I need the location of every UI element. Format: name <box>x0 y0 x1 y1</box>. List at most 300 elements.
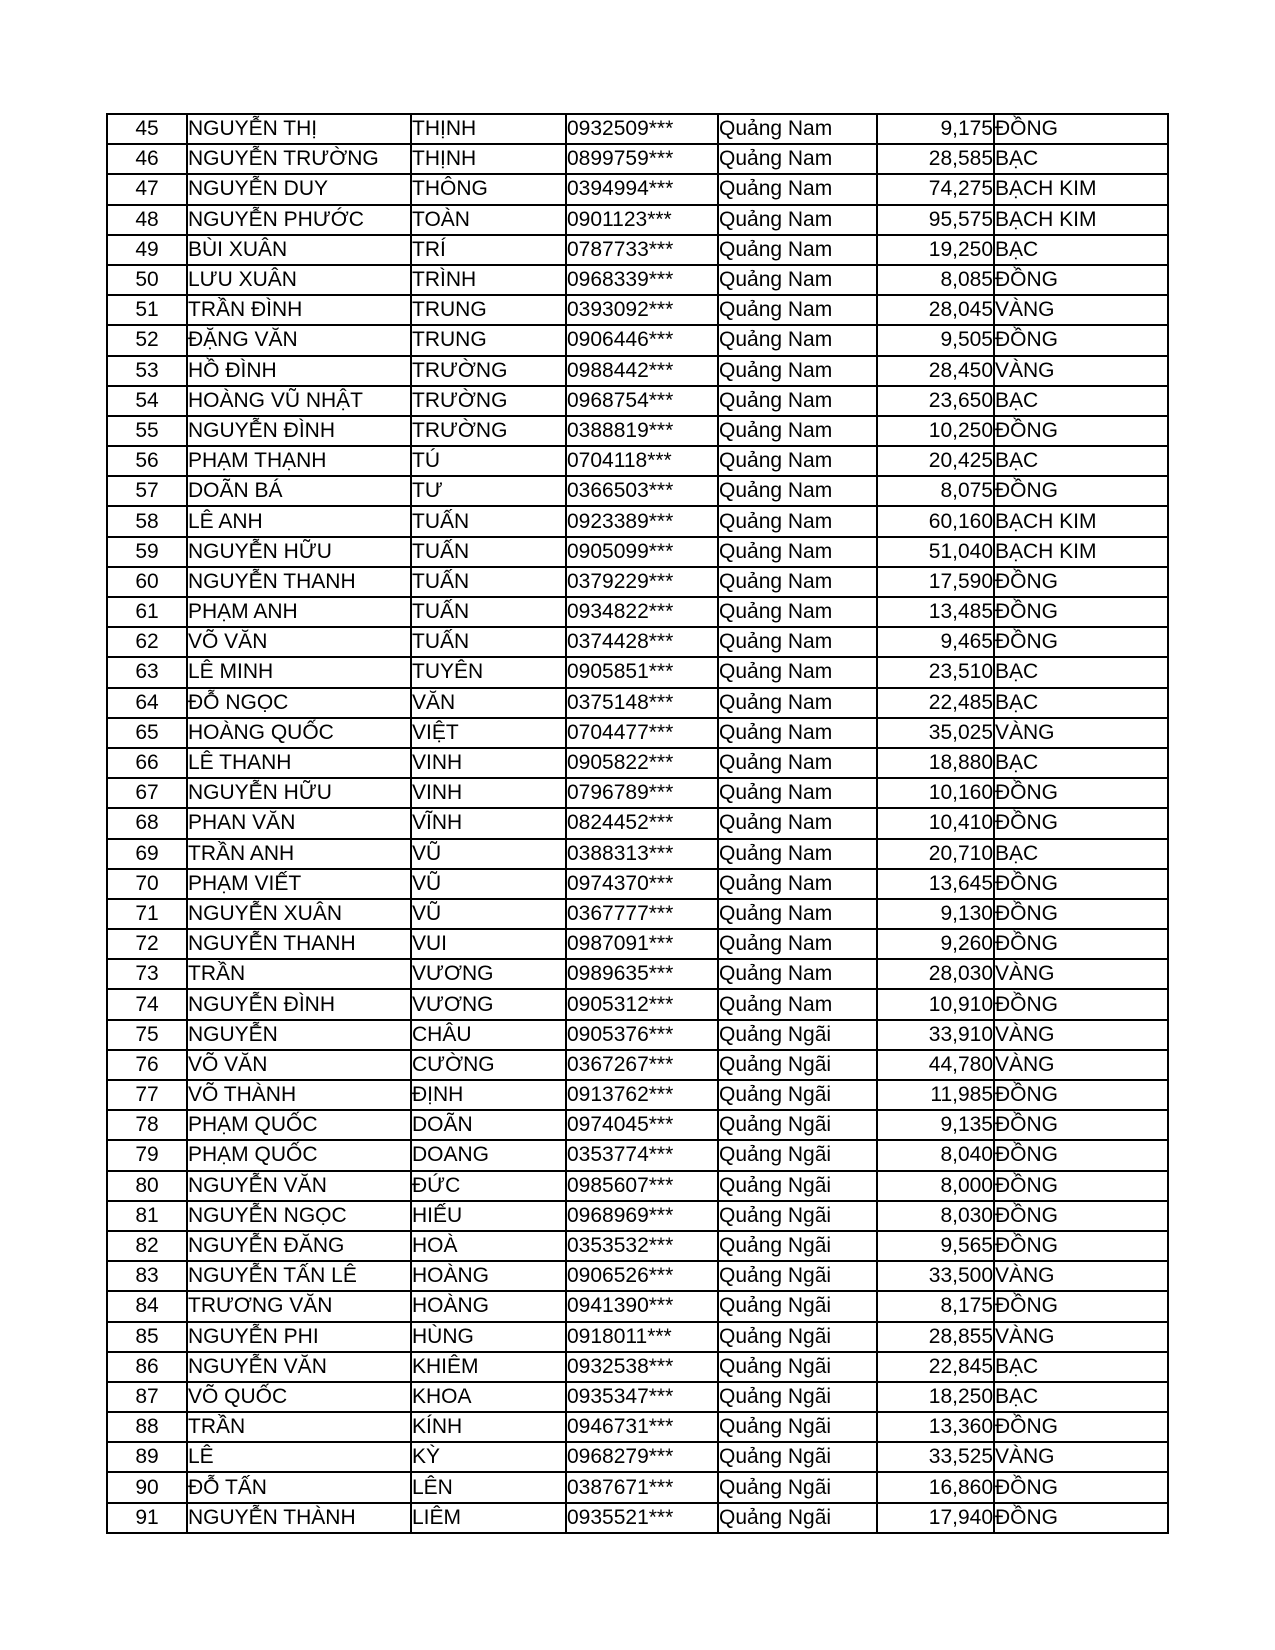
cell-tier: ĐỒNG <box>994 869 1168 899</box>
cell-given-name: THỊNH <box>411 144 566 174</box>
cell-stt: 72 <box>107 929 187 959</box>
cell-stt: 47 <box>107 174 187 204</box>
cell-family-name: NGUYỄN NGỌC <box>187 1201 411 1231</box>
cell-tier: ĐỒNG <box>994 1412 1168 1442</box>
cell-phone: 0985607*** <box>566 1171 718 1201</box>
cell-tier: BẠC <box>994 839 1168 869</box>
cell-tier: ĐỒNG <box>994 1110 1168 1140</box>
cell-given-name: VŨ <box>411 869 566 899</box>
cell-province: Quảng Nam <box>718 989 877 1019</box>
cell-phone: 0905851*** <box>566 657 718 687</box>
table-row <box>107 839 1168 869</box>
cell-points: 44,780 <box>877 1050 994 1080</box>
cell-stt: 73 <box>107 959 187 989</box>
cell-family-name: LÊ <box>187 1442 411 1472</box>
cell-family-name: VÕ QUỐC <box>187 1382 411 1412</box>
cell-family-name: NGUYỄN HỮU <box>187 778 411 808</box>
cell-phone: 0787733*** <box>566 235 718 265</box>
cell-province: Quảng Ngãi <box>718 1382 877 1412</box>
cell-stt: 49 <box>107 235 187 265</box>
cell-family-name: TRẦN <box>187 1412 411 1442</box>
table-row <box>107 144 1168 174</box>
cell-given-name: KỲ <box>411 1442 566 1472</box>
table-row <box>107 1110 1168 1140</box>
cell-stt: 55 <box>107 416 187 446</box>
cell-points: 9,130 <box>877 899 994 929</box>
table-row <box>107 1171 1168 1201</box>
table-row <box>107 1352 1168 1382</box>
cell-points: 35,025 <box>877 718 994 748</box>
cell-given-name: KHOA <box>411 1382 566 1412</box>
cell-points: 20,425 <box>877 446 994 476</box>
cell-province: Quảng Nam <box>718 778 877 808</box>
cell-given-name: LÊN <box>411 1472 566 1502</box>
cell-points: 19,250 <box>877 235 994 265</box>
table-row <box>107 1442 1168 1472</box>
cell-points: 23,510 <box>877 657 994 687</box>
cell-given-name: TUẤN <box>411 627 566 657</box>
cell-tier: ĐỒNG <box>994 567 1168 597</box>
cell-points: 51,040 <box>877 537 994 567</box>
cell-family-name: LƯU XUÂN <box>187 265 411 295</box>
cell-phone: 0988442*** <box>566 356 718 386</box>
cell-phone: 0905376*** <box>566 1020 718 1050</box>
cell-family-name: NGUYỄN ĐĂNG <box>187 1231 411 1261</box>
cell-given-name: VUI <box>411 929 566 959</box>
cell-stt: 65 <box>107 718 187 748</box>
cell-phone: 0394994*** <box>566 174 718 204</box>
cell-points: 95,575 <box>877 205 994 235</box>
cell-given-name: THỊNH <box>411 114 566 144</box>
cell-tier: ĐỒNG <box>994 114 1168 144</box>
cell-family-name: ĐẶNG VĂN <box>187 325 411 355</box>
cell-tier: ĐỒNG <box>994 1171 1168 1201</box>
cell-province: Quảng Nam <box>718 144 877 174</box>
cell-phone: 0387671*** <box>566 1472 718 1502</box>
cell-family-name: VÕ THÀNH <box>187 1080 411 1110</box>
cell-points: 22,845 <box>877 1352 994 1382</box>
cell-stt: 70 <box>107 869 187 899</box>
cell-tier: ĐỒNG <box>994 1140 1168 1170</box>
cell-tier: ĐỒNG <box>994 1201 1168 1231</box>
cell-tier: ĐỒNG <box>994 416 1168 446</box>
cell-province: Quảng Nam <box>718 808 877 838</box>
cell-tier: BẠCH KIM <box>994 174 1168 204</box>
cell-phone: 0388819*** <box>566 416 718 446</box>
cell-given-name: TƯ <box>411 476 566 506</box>
cell-tier: ĐỒNG <box>994 1080 1168 1110</box>
cell-tier: ĐỒNG <box>994 476 1168 506</box>
cell-tier: ĐỒNG <box>994 808 1168 838</box>
cell-given-name: HOÀNG <box>411 1261 566 1291</box>
table-row <box>107 265 1168 295</box>
cell-tier: BẠCH KIM <box>994 506 1168 536</box>
cell-family-name: HOÀNG QUỐC <box>187 718 411 748</box>
cell-points: 8,000 <box>877 1171 994 1201</box>
cell-province: Quảng Ngãi <box>718 1291 877 1321</box>
cell-tier: VÀNG <box>994 1050 1168 1080</box>
cell-tier: BẠC <box>994 386 1168 416</box>
cell-phone: 0367777*** <box>566 899 718 929</box>
cell-stt: 78 <box>107 1110 187 1140</box>
cell-points: 13,485 <box>877 597 994 627</box>
cell-points: 16,860 <box>877 1472 994 1502</box>
cell-phone: 0704118*** <box>566 446 718 476</box>
table-row <box>107 989 1168 1019</box>
cell-phone: 0987091*** <box>566 929 718 959</box>
cell-points: 9,465 <box>877 627 994 657</box>
table-row <box>107 114 1168 144</box>
cell-phone: 0901123*** <box>566 205 718 235</box>
table-row <box>107 356 1168 386</box>
cell-family-name: TRẦN ANH <box>187 839 411 869</box>
cell-points: 33,525 <box>877 1442 994 1472</box>
cell-stt: 91 <box>107 1503 187 1533</box>
cell-given-name: ĐỊNH <box>411 1080 566 1110</box>
cell-points: 8,175 <box>877 1291 994 1321</box>
cell-stt: 67 <box>107 778 187 808</box>
cell-tier: ĐỒNG <box>994 989 1168 1019</box>
cell-tier: ĐỒNG <box>994 1291 1168 1321</box>
cell-phone: 0366503*** <box>566 476 718 506</box>
cell-family-name: NGUYỄN VĂN <box>187 1171 411 1201</box>
cell-stt: 66 <box>107 748 187 778</box>
cell-given-name: DOÃN <box>411 1110 566 1140</box>
cell-stt: 87 <box>107 1382 187 1412</box>
cell-family-name: TRƯƠNG VĂN <box>187 1291 411 1321</box>
cell-stt: 84 <box>107 1291 187 1321</box>
cell-family-name: NGUYỄN PHI <box>187 1322 411 1352</box>
cell-stt: 69 <box>107 839 187 869</box>
cell-given-name: TRƯỜNG <box>411 356 566 386</box>
cell-points: 33,910 <box>877 1020 994 1050</box>
cell-given-name: TRUNG <box>411 325 566 355</box>
cell-phone: 0913762*** <box>566 1080 718 1110</box>
cell-province: Quảng Nam <box>718 235 877 265</box>
table-body <box>107 114 1168 1533</box>
cell-family-name: NGUYỄN THỊ <box>187 114 411 144</box>
cell-points: 9,565 <box>877 1231 994 1261</box>
cell-given-name: VƯƠNG <box>411 989 566 1019</box>
cell-tier: BẠC <box>994 657 1168 687</box>
cell-points: 9,135 <box>877 1110 994 1140</box>
cell-stt: 68 <box>107 808 187 838</box>
cell-family-name: NGUYỄN THANH <box>187 929 411 959</box>
cell-province: Quảng Ngãi <box>718 1412 877 1442</box>
table-row <box>107 718 1168 748</box>
cell-tier: BẠC <box>994 1382 1168 1412</box>
cell-phone: 0374428*** <box>566 627 718 657</box>
cell-tier: ĐỒNG <box>994 899 1168 929</box>
cell-given-name: DOANG <box>411 1140 566 1170</box>
cell-phone: 0905312*** <box>566 989 718 1019</box>
cell-stt: 88 <box>107 1412 187 1442</box>
cell-points: 28,450 <box>877 356 994 386</box>
cell-tier: ĐỒNG <box>994 265 1168 295</box>
cell-phone: 0974370*** <box>566 869 718 899</box>
cell-stt: 52 <box>107 325 187 355</box>
cell-given-name: VŨ <box>411 899 566 929</box>
cell-points: 9,175 <box>877 114 994 144</box>
cell-family-name: NGUYỄN DUY <box>187 174 411 204</box>
cell-province: Quảng Ngãi <box>718 1472 877 1502</box>
cell-stt: 79 <box>107 1140 187 1170</box>
cell-family-name: NGUYỄN TRƯỜNG <box>187 144 411 174</box>
cell-family-name: LÊ THANH <box>187 748 411 778</box>
cell-family-name: NGUYỄN HỮU <box>187 537 411 567</box>
cell-phone: 0935521*** <box>566 1503 718 1533</box>
cell-phone: 0989635*** <box>566 959 718 989</box>
cell-stt: 81 <box>107 1201 187 1231</box>
cell-points: 22,485 <box>877 688 994 718</box>
cell-tier: ĐỒNG <box>994 778 1168 808</box>
table-row <box>107 416 1168 446</box>
cell-province: Quảng Ngãi <box>718 1171 877 1201</box>
cell-points: 10,160 <box>877 778 994 808</box>
cell-province: Quảng Nam <box>718 929 877 959</box>
cell-province: Quảng Nam <box>718 959 877 989</box>
cell-stt: 86 <box>107 1352 187 1382</box>
cell-stt: 56 <box>107 446 187 476</box>
cell-tier: ĐỒNG <box>994 929 1168 959</box>
cell-province: Quảng Ngãi <box>718 1020 877 1050</box>
cell-points: 23,650 <box>877 386 994 416</box>
cell-phone: 0367267*** <box>566 1050 718 1080</box>
cell-province: Quảng Nam <box>718 537 877 567</box>
table-row <box>107 1261 1168 1291</box>
cell-province: Quảng Nam <box>718 174 877 204</box>
table-row <box>107 476 1168 506</box>
cell-province: Quảng Ngãi <box>718 1110 877 1140</box>
cell-given-name: TUẤN <box>411 506 566 536</box>
table-row <box>107 537 1168 567</box>
cell-given-name: TUẤN <box>411 597 566 627</box>
cell-phone: 0899759*** <box>566 144 718 174</box>
cell-tier: ĐỒNG <box>994 1503 1168 1533</box>
cell-stt: 57 <box>107 476 187 506</box>
cell-stt: 76 <box>107 1050 187 1080</box>
cell-tier: ĐỒNG <box>994 325 1168 355</box>
cell-given-name: LIÊM <box>411 1503 566 1533</box>
cell-given-name: CƯỜNG <box>411 1050 566 1080</box>
cell-points: 10,910 <box>877 989 994 1019</box>
table-row <box>107 1322 1168 1352</box>
cell-phone: 0375148*** <box>566 688 718 718</box>
cell-given-name: TUYÊN <box>411 657 566 687</box>
cell-tier: VÀNG <box>994 959 1168 989</box>
cell-given-name: VƯƠNG <box>411 959 566 989</box>
cell-points: 28,030 <box>877 959 994 989</box>
cell-phone: 0379229*** <box>566 567 718 597</box>
table-row <box>107 174 1168 204</box>
cell-family-name: BÙI XUÂN <box>187 235 411 265</box>
table-row <box>107 808 1168 838</box>
cell-points: 8,040 <box>877 1140 994 1170</box>
cell-stt: 53 <box>107 356 187 386</box>
cell-points: 17,940 <box>877 1503 994 1533</box>
cell-province: Quảng Nam <box>718 869 877 899</box>
cell-family-name: PHẠM VIẾT <box>187 869 411 899</box>
cell-family-name: VÕ VĂN <box>187 1050 411 1080</box>
cell-points: 9,505 <box>877 325 994 355</box>
cell-tier: BẠC <box>994 748 1168 778</box>
cell-given-name: VIỆT <box>411 718 566 748</box>
cell-stt: 75 <box>107 1020 187 1050</box>
table-row <box>107 1412 1168 1442</box>
cell-stt: 46 <box>107 144 187 174</box>
cell-family-name: PHẠM QUỐC <box>187 1140 411 1170</box>
table-row <box>107 778 1168 808</box>
cell-tier: ĐỒNG <box>994 597 1168 627</box>
cell-family-name: ĐỖ NGỌC <box>187 688 411 718</box>
cell-province: Quảng Nam <box>718 476 877 506</box>
cell-family-name: NGUYỄN <box>187 1020 411 1050</box>
cell-province: Quảng Ngãi <box>718 1261 877 1291</box>
cell-province: Quảng Ngãi <box>718 1201 877 1231</box>
cell-tier: VÀNG <box>994 356 1168 386</box>
cell-given-name: HIẾU <box>411 1201 566 1231</box>
cell-province: Quảng Nam <box>718 597 877 627</box>
cell-phone: 0906526*** <box>566 1261 718 1291</box>
cell-points: 28,855 <box>877 1322 994 1352</box>
cell-province: Quảng Ngãi <box>718 1140 877 1170</box>
cell-province: Quảng Ngãi <box>718 1352 877 1382</box>
cell-family-name: ĐỖ TẤN <box>187 1472 411 1502</box>
cell-province: Quảng Ngãi <box>718 1322 877 1352</box>
cell-phone: 0932538*** <box>566 1352 718 1382</box>
cell-phone: 0824452*** <box>566 808 718 838</box>
cell-points: 28,045 <box>877 295 994 325</box>
cell-phone: 0388313*** <box>566 839 718 869</box>
table-row <box>107 1201 1168 1231</box>
cell-tier: VÀNG <box>994 718 1168 748</box>
cell-family-name: NGUYỄN THÀNH <box>187 1503 411 1533</box>
cell-family-name: LÊ ANH <box>187 506 411 536</box>
cell-given-name: VINH <box>411 778 566 808</box>
cell-phone: 0968969*** <box>566 1201 718 1231</box>
table-row <box>107 446 1168 476</box>
cell-stt: 54 <box>107 386 187 416</box>
table-row <box>107 959 1168 989</box>
cell-phone: 0704477*** <box>566 718 718 748</box>
cell-tier: BẠC <box>994 446 1168 476</box>
cell-given-name: ĐỨC <box>411 1171 566 1201</box>
cell-stt: 90 <box>107 1472 187 1502</box>
table-row <box>107 688 1168 718</box>
cell-points: 8,085 <box>877 265 994 295</box>
cell-phone: 0935347*** <box>566 1382 718 1412</box>
cell-stt: 85 <box>107 1322 187 1352</box>
cell-given-name: VĨNH <box>411 808 566 838</box>
cell-given-name: KÍNH <box>411 1412 566 1442</box>
cell-points: 28,585 <box>877 144 994 174</box>
cell-province: Quảng Ngãi <box>718 1503 877 1533</box>
cell-tier: ĐỒNG <box>994 1472 1168 1502</box>
cell-given-name: TUẤN <box>411 537 566 567</box>
cell-points: 10,250 <box>877 416 994 446</box>
cell-phone: 0934822*** <box>566 597 718 627</box>
cell-family-name: PHẠM THẠNH <box>187 446 411 476</box>
cell-family-name: NGUYỄN TẤN LÊ <box>187 1261 411 1291</box>
table-row <box>107 386 1168 416</box>
cell-tier: BẠCH KIM <box>994 537 1168 567</box>
cell-stt: 80 <box>107 1171 187 1201</box>
cell-stt: 50 <box>107 265 187 295</box>
cell-family-name: NGUYỄN THANH <box>187 567 411 597</box>
table-row <box>107 1382 1168 1412</box>
cell-province: Quảng Nam <box>718 295 877 325</box>
table-row <box>107 1080 1168 1110</box>
cell-given-name: TRÍ <box>411 235 566 265</box>
cell-stt: 60 <box>107 567 187 597</box>
cell-phone: 0923389*** <box>566 506 718 536</box>
cell-province: Quảng Nam <box>718 325 877 355</box>
cell-given-name: THÔNG <box>411 174 566 204</box>
cell-family-name: PHẠM QUỐC <box>187 1110 411 1140</box>
cell-province: Quảng Nam <box>718 446 877 476</box>
cell-province: Quảng Nam <box>718 567 877 597</box>
cell-family-name: NGUYỄN PHƯỚC <box>187 205 411 235</box>
cell-phone: 0968339*** <box>566 265 718 295</box>
cell-province: Quảng Nam <box>718 627 877 657</box>
cell-province: Quảng Nam <box>718 688 877 718</box>
cell-family-name: TRẦN <box>187 959 411 989</box>
cell-province: Quảng Ngãi <box>718 1231 877 1261</box>
cell-phone: 0796789*** <box>566 778 718 808</box>
cell-province: Quảng Nam <box>718 718 877 748</box>
cell-phone: 0918011*** <box>566 1322 718 1352</box>
cell-given-name: HOÀNG <box>411 1291 566 1321</box>
cell-points: 18,250 <box>877 1382 994 1412</box>
cell-phone: 0353774*** <box>566 1140 718 1170</box>
cell-province: Quảng Nam <box>718 899 877 929</box>
member-points-table <box>106 113 1169 1534</box>
table-row <box>107 748 1168 778</box>
cell-points: 8,075 <box>877 476 994 506</box>
table-row <box>107 1140 1168 1170</box>
table-row <box>107 929 1168 959</box>
cell-province: Quảng Nam <box>718 356 877 386</box>
cell-family-name: TRẦN ĐÌNH <box>187 295 411 325</box>
cell-points: 13,360 <box>877 1412 994 1442</box>
cell-tier: BẠC <box>994 688 1168 718</box>
cell-stt: 62 <box>107 627 187 657</box>
cell-points: 20,710 <box>877 839 994 869</box>
cell-points: 9,260 <box>877 929 994 959</box>
table-row <box>107 1291 1168 1321</box>
cell-phone: 0905822*** <box>566 748 718 778</box>
cell-given-name: VĂN <box>411 688 566 718</box>
cell-given-name: TUẤN <box>411 567 566 597</box>
cell-province: Quảng Nam <box>718 839 877 869</box>
cell-phone: 0941390*** <box>566 1291 718 1321</box>
cell-stt: 77 <box>107 1080 187 1110</box>
cell-stt: 63 <box>107 657 187 687</box>
cell-stt: 45 <box>107 114 187 144</box>
cell-family-name: NGUYỄN ĐÌNH <box>187 989 411 1019</box>
cell-given-name: TRUNG <box>411 295 566 325</box>
table-row <box>107 1231 1168 1261</box>
cell-phone: 0968754*** <box>566 386 718 416</box>
cell-phone: 0393092*** <box>566 295 718 325</box>
cell-tier: BẠC <box>994 144 1168 174</box>
cell-points: 13,645 <box>877 869 994 899</box>
table-row <box>107 567 1168 597</box>
cell-family-name: PHẠM ANH <box>187 597 411 627</box>
cell-stt: 82 <box>107 1231 187 1261</box>
table-row <box>107 235 1168 265</box>
cell-stt: 61 <box>107 597 187 627</box>
